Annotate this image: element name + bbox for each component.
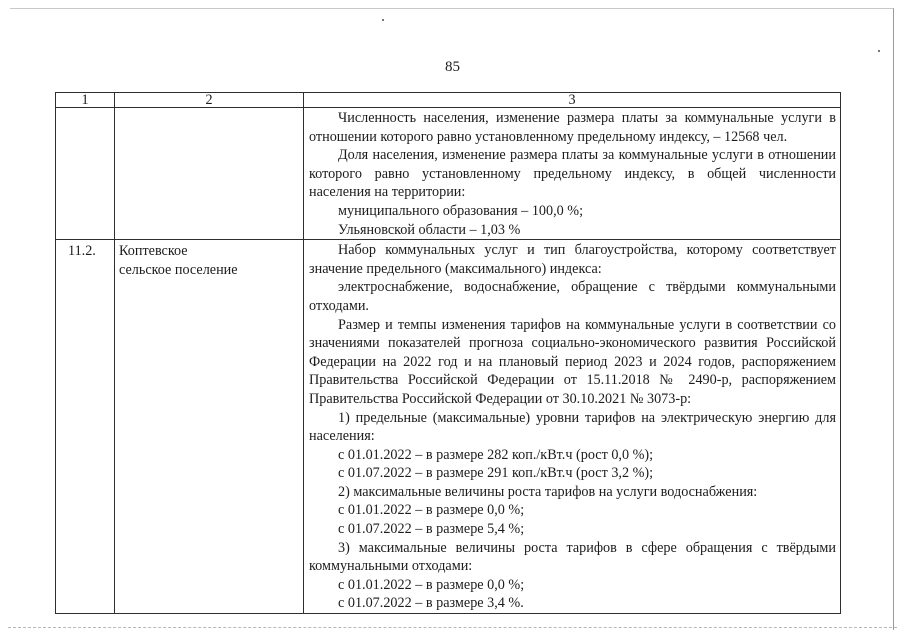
waste-jan-text: с 01.01.2022 – в размере 0,0 %; (338, 576, 525, 593)
page-number: 85 (445, 59, 460, 75)
tariff-basis-text: Размер и темпы изменения тарифов на коммунальные услуги в соответствии со значениями показателей прогноза социально-экономического развития Российской Федерации на 2022 год и на плановый период 2023 и 2024 годов, распоряжением Правительства Российской Федерации от 15.11.2018 № 2490-р, распоряжением Правительства Российской Федерации от 30.10.2021 № 3073-р: (309, 316, 836, 407)
scan-edge-line (8, 627, 897, 628)
settlement-name-line-2: сельское поселение (119, 261, 238, 278)
municipal-share-text: муниципального образования – 100,0 %; (338, 202, 584, 219)
table-row (56, 240, 841, 614)
population-share-text: Доля населения, изменение размера платы за коммунальные услуги в отношении которого равно установленному предельному индексу, в общей численности населения на территории: (309, 147, 836, 201)
scan-speck (878, 50, 880, 52)
scan-speck (382, 19, 384, 21)
electricity-jul-text: с 01.07.2022 – в размере 291 коп./кВт.ч (рост 3,2 %); (338, 465, 654, 482)
electricity-jan-text: с 01.01.2022 – в размере 282 коп./кВт.ч (рост 0,0 %); (338, 446, 654, 463)
regional-share-text: Ульяновской области – 1,03 % (338, 221, 521, 238)
waste-heading: 3) максимальные величины роста тарифов в сфере обращения с твёрдыми коммунальными отходами: (309, 539, 836, 575)
water-jan-text: с 01.01.2022 – в размере 0,0 %; (338, 502, 525, 519)
row-description (304, 240, 841, 614)
header-col-2: 2 (115, 93, 304, 108)
table-row (56, 108, 841, 240)
header-col-3: 3 (304, 93, 841, 108)
settlement-name-line-1: Коптевское (119, 243, 188, 260)
table-header-row (56, 93, 841, 108)
row-number: 11.2. (56, 240, 115, 614)
services-set-text: Набор коммунальных услуг и тип благоустройства, которому соответствует значение предельного (максимального) индекса: (309, 242, 836, 277)
row-number (56, 108, 115, 240)
water-heading: 2) максимальные величины роста тарифов на услуги водоснабжения: (338, 483, 758, 500)
electricity-heading: 1) предельные (максимальные) уровни тарифов на электрическую энергию для населения: (309, 409, 836, 445)
services-list-text: электроснабжение, водоснабжение, обращение с твёрдыми коммунальными отходами. (309, 279, 836, 314)
settlement-name (115, 240, 304, 614)
waste-jul-text: с 01.07.2022 – в размере 3,4 %. (338, 595, 524, 612)
water-jul-text: с 01.07.2022 – в размере 5,4 %; (338, 521, 525, 538)
settlement-name (115, 108, 304, 240)
row-description (304, 108, 841, 240)
population-count-text: Численность населения, изменение размера платы за коммунальные услуги в отношении которого равно установленному предельному индексу, – 12568 чел. (309, 110, 836, 145)
header-col-1: 1 (56, 93, 115, 108)
tariff-table (55, 92, 841, 614)
